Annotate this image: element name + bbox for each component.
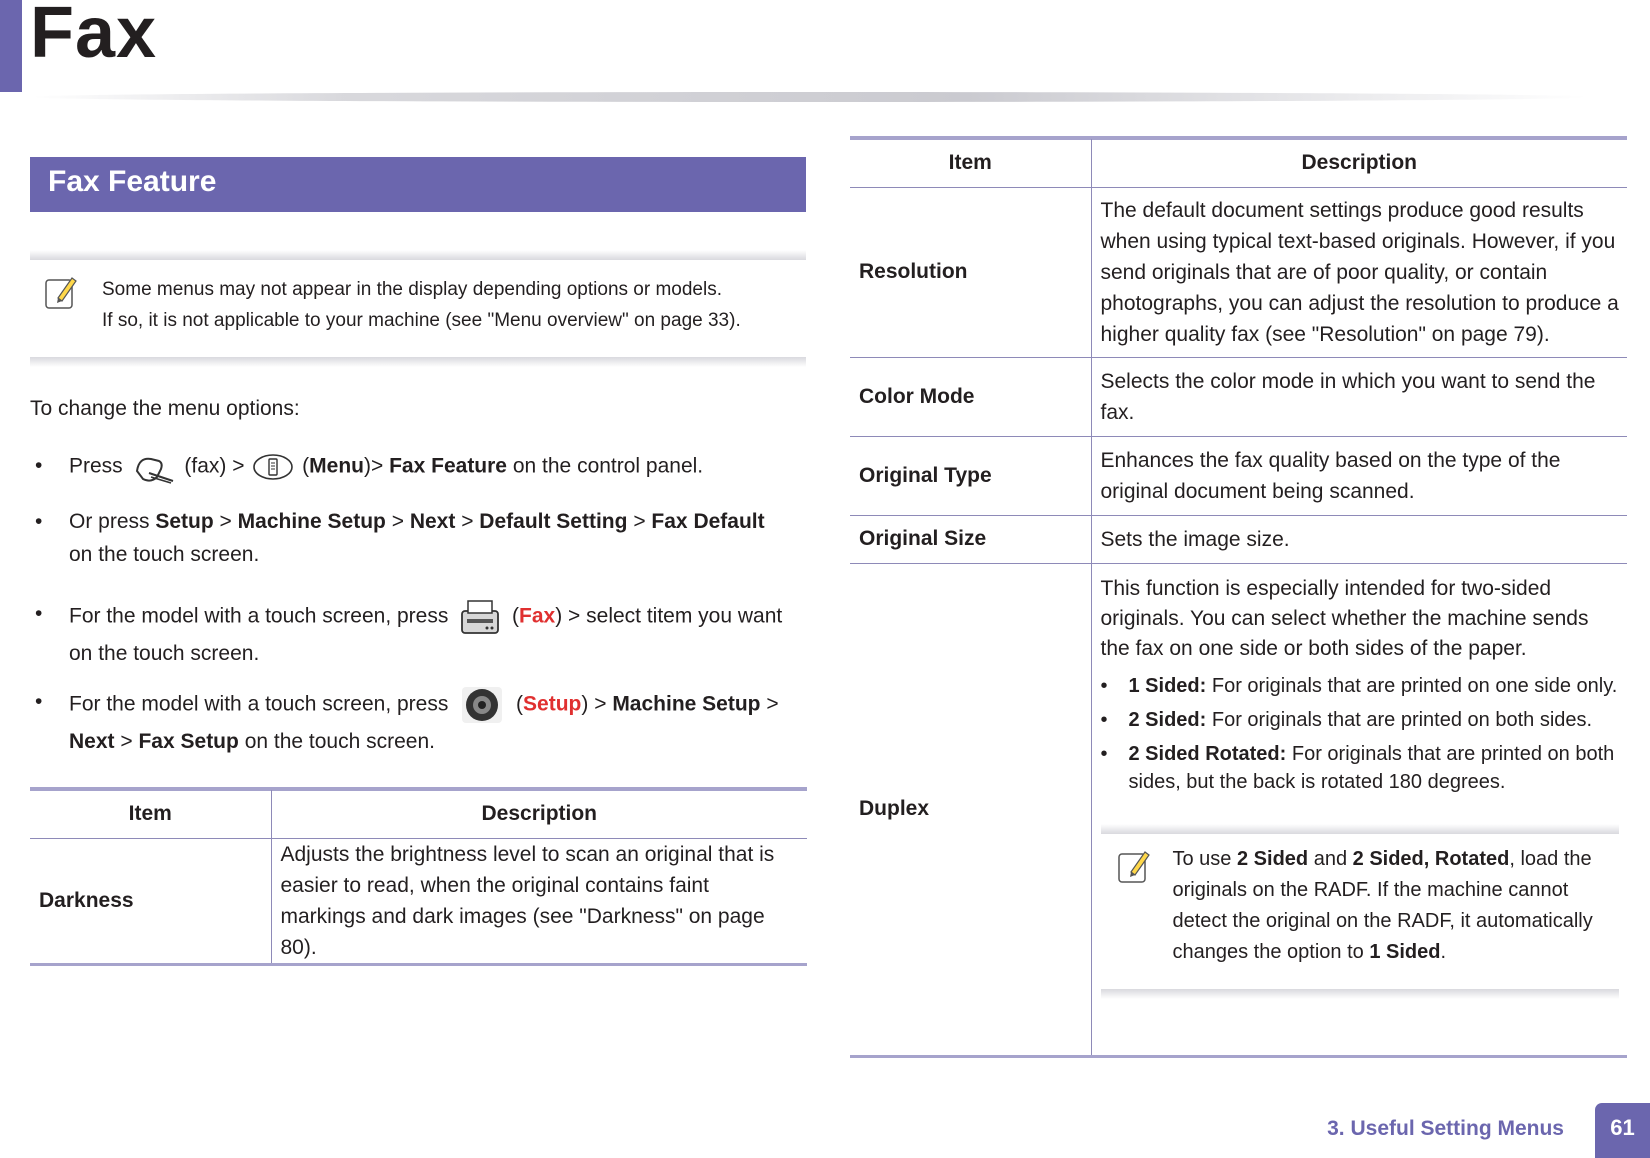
- row-description: Sets the image size.: [1091, 515, 1627, 563]
- note-line-2: If so, it is not applicable to your machine (see "Menu overview" on page 33).: [102, 310, 741, 331]
- note-text: and: [1313, 847, 1348, 870]
- fax-icon: [129, 449, 179, 485]
- bullet-text: on the control panel.: [512, 454, 704, 478]
- table-row: [850, 563, 1627, 1056]
- note-bold: 2 Sided, Rotated: [1352, 847, 1510, 870]
- section-title: Fax Feature: [48, 165, 217, 198]
- note-line-1: Some menus may not appear in the display depending options or models.: [102, 279, 722, 300]
- row-item: Darkness: [30, 838, 271, 964]
- option-text: For originals that are printed on both sides, but the back is rotated 180 degrees.: [1128, 742, 1615, 793]
- next-label: Next: [409, 510, 456, 533]
- header-description: Description: [271, 790, 807, 838]
- option-text: For originals that are printed on one side only.: [1211, 674, 1618, 697]
- note-pencil-icon: [1117, 848, 1151, 886]
- page-title: Fax: [30, 0, 158, 73]
- fax-machine-icon: [454, 597, 506, 637]
- bullet-text: (: [512, 604, 520, 628]
- separator: ) >: [581, 692, 607, 716]
- bullet-text: on the touch screen.: [244, 730, 435, 753]
- option-label: 2 Sided:: [1128, 708, 1207, 731]
- bullet-text: (: [302, 454, 310, 478]
- row-item: Color Mode: [850, 357, 1091, 436]
- row-item: Original Type: [850, 436, 1091, 515]
- bullet-dot: •: [35, 602, 43, 625]
- setup-gear-icon: [454, 685, 510, 725]
- note-bottom-bar: [1101, 989, 1620, 999]
- bullet-text: For the model with a touch screen, press: [69, 692, 449, 716]
- bullet-fax-touch: [35, 597, 809, 670]
- duplex-description: This function is especially intended for two-sided originals. You can select whether the machine sends the fax on one side or both sides of the paper.: [1100, 576, 1589, 660]
- note-bold: 1 Sided: [1369, 940, 1441, 963]
- table-header-row: [850, 139, 1627, 187]
- option-label: 1 Sided:: [1128, 674, 1207, 697]
- setup-label: Setup: [155, 510, 214, 533]
- bullet-text: ) > select titem you want: [555, 604, 783, 628]
- note-text: [102, 274, 806, 336]
- row-description: [1091, 563, 1627, 1056]
- bullet-text: (: [516, 692, 524, 716]
- fax-feature-label: Fax Feature: [389, 454, 507, 478]
- header-item: Item: [30, 790, 271, 838]
- option-label: 2 Sided Rotated:: [1128, 742, 1287, 765]
- title-divider: [30, 92, 1590, 102]
- bullet-dot: •: [35, 690, 43, 713]
- duplex-options: [1101, 672, 1620, 796]
- table-row: [850, 515, 1627, 563]
- setup-label: Setup: [523, 692, 582, 716]
- separator: >: [766, 692, 779, 716]
- note-pencil-icon: [44, 274, 78, 312]
- menu-icon: [250, 452, 296, 482]
- note-text: To use: [1172, 847, 1232, 870]
- separator: >: [391, 510, 404, 533]
- section-header: [30, 157, 806, 212]
- row-item: Resolution: [850, 187, 1091, 357]
- row-item: Original Size: [850, 515, 1091, 563]
- note-bottom-bar: [30, 357, 806, 367]
- intro-text: To change the menu options:: [30, 397, 300, 420]
- bullet-text: Or press: [69, 510, 150, 533]
- list-item: [1101, 672, 1620, 700]
- bullet-setup-touch: [35, 685, 809, 758]
- bullet-dot: •: [35, 510, 43, 533]
- table-header-row: [30, 790, 807, 838]
- table-row: [850, 357, 1627, 436]
- bullet-text: on the touch screen.: [69, 642, 260, 665]
- duplex-note-box: [1101, 824, 1620, 999]
- list-item: [1101, 740, 1620, 796]
- left-table: [30, 790, 807, 966]
- note-top-bar: [1101, 824, 1620, 834]
- fax-label: Fax: [519, 604, 556, 628]
- header-accent-bar: [0, 0, 22, 92]
- bullet-text: For the model with a touch screen, press: [69, 604, 449, 628]
- option-text: For originals that are printed on both sides.: [1211, 708, 1593, 731]
- note-box: [30, 250, 806, 367]
- next-label: Next: [69, 730, 115, 753]
- row-description: Selects the color mode in which you want to send the fax.: [1091, 357, 1627, 436]
- table-row: [850, 187, 1627, 357]
- note-text: , load the originals on the RADF. If the machine cannot detect the original on the RADF, it automatically changes the option to: [1172, 847, 1593, 963]
- header-item: Item: [850, 139, 1091, 187]
- row-description: Adjusts the brightness level to scan an original that is easier to read, when the original contains faint markings and dark images (see "Darkness" on page 80).: [271, 838, 807, 964]
- fax-default-label: Fax Default: [651, 510, 765, 533]
- bullet-text: (fax) >: [184, 454, 245, 478]
- separator: >: [120, 730, 133, 753]
- page-number: 61: [1595, 1103, 1650, 1158]
- table-row: [850, 436, 1627, 515]
- footer-chapter: 3. Useful Setting Menus: [1327, 1117, 1564, 1140]
- note-text: .: [1440, 940, 1447, 963]
- table-row: [30, 838, 807, 964]
- separator: >: [633, 510, 646, 533]
- menu-label: Menu: [309, 454, 364, 478]
- row-description: Enhances the fax quality based on the type of the original document being scanned.: [1091, 436, 1627, 515]
- bullet-text: Press: [69, 454, 123, 478]
- machine-setup-label: Machine Setup: [237, 510, 386, 533]
- bullet-control-panel: [35, 449, 809, 485]
- list-item: [1101, 706, 1620, 734]
- bullet-dot: •: [35, 454, 43, 477]
- default-setting-label: Default Setting: [479, 510, 628, 533]
- note-top-bar: [30, 250, 806, 260]
- right-table: [850, 139, 1627, 1058]
- header-description: Description: [1091, 139, 1627, 187]
- row-item: Duplex: [850, 563, 1091, 1056]
- machine-setup-label: Machine Setup: [612, 692, 761, 716]
- bullet-text: on the touch screen.: [69, 543, 260, 566]
- duplex-note-text: [1173, 844, 1618, 968]
- fax-setup-label: Fax Setup: [138, 730, 239, 753]
- note-bold: 2 Sided: [1237, 847, 1309, 870]
- separator: >: [219, 510, 232, 533]
- bullet-text: )>: [364, 454, 384, 478]
- row-description: The default document settings produce good results when using typical text-based originals. However, if you send originals that are of poor quality, or contain photographs, you can adjust the resolution to produce a higher quality fax (see "Resolution" on page 79).: [1091, 187, 1627, 357]
- bullet-touch-screen: [35, 505, 809, 571]
- separator: >: [461, 510, 474, 533]
